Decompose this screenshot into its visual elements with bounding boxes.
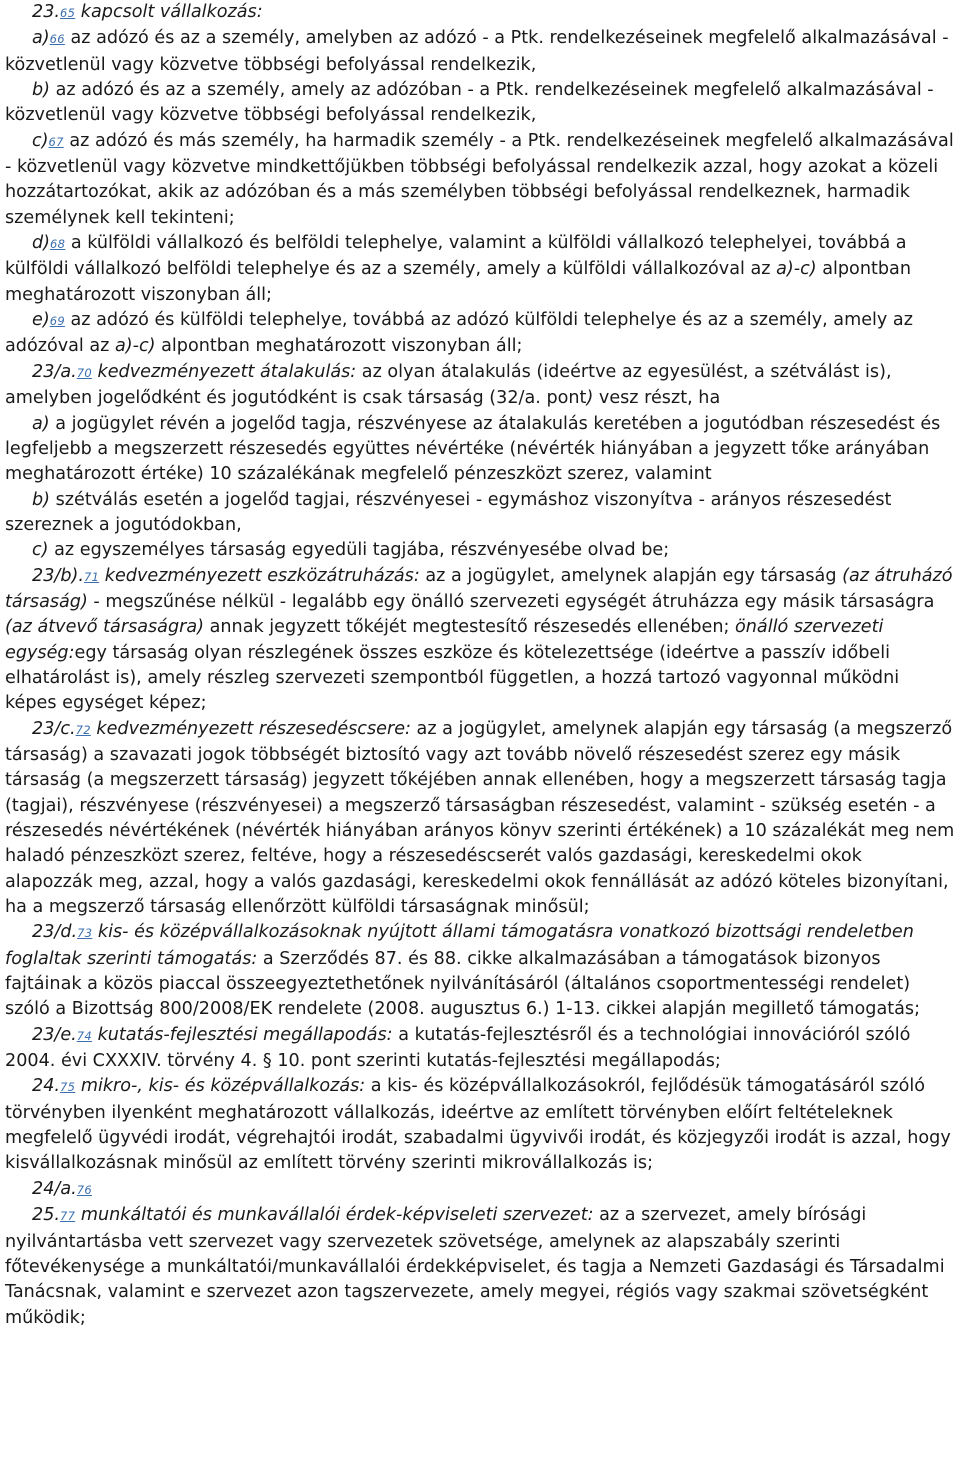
footnote-link[interactable]: 70 bbox=[76, 365, 92, 380]
para-23a-a: a) a jogügylet révén a jogelőd tagja, részvényese az átalakulás keretében a jogutódban részesedést és legfeljebb a megszerzett részesedés együttes névértéke (névérték hiányában a jegyzett tőke arányában meghatározott értéke) 10 százalékának megfelelő pénzeszközt szerez, valamint bbox=[5, 413, 941, 485]
para-25: 25.77 munkáltatói és munkavállalói érdek-képviseleti szervezet: az a szervezet, amely bírósági nyilvántartásba vett szervezet vagy szervezetek szövetsége, amelynek az alapszabály szerinti főtevékenysége a munkáltatói/munkavállalói érdekképviselet, és tagja a Nemzeti Gazdasági és Társadalmi Tanácsnak, valamint e szervezet azon tagszervezete, amely megyei, régiós vagy szakmai szövetségként működik; bbox=[5, 1205, 945, 1328]
footnote-link[interactable]: 69 bbox=[49, 314, 65, 329]
para-24: 24.75 mikro-, kis- és középvállalkozás: a kis- és középvállalkozásokról, fejlődésük támogatásáról szóló törvényben ilyenként meghatározott vállalkozás, ideértve az említett törvényben előírt feltételeknek megfelelő ügyvédi irodát, végrehajtói irodát, szabadalmi ügyvivői irodát, és közjegyzői irodát is azzal, hogy kisvállalkozásnak minősül az említett törvény szerinti mikrovállalkozás is; bbox=[5, 1076, 951, 1174]
para-23c: 23/c.72 kedvezményezett részesedéscsere: az a jogügylet, amelynek alapján egy társaság (a megszerző társaság) a szavazati jogok többségét biztosító vagy azt tovább növelő részesedést szerez egy másik társaság (a megszerzett társaság) jegyzett tőkéjében annak ellenében, hogy a megszerzett társaság tagja (tagjai), részvényese (részvényesei) a megszerző társaságban részesedést, valamint - szükség esetén - a részesedés névértékének (névérték hiányában arányos könyv szerinti értékének) a 10 százalékát meg nem haladó pénzeszközt szerez, feltéve, hogy a részesedéscserét valós gazdasági, kereskedelmi okok alapozzák meg, azzal, hogy a valós gazdasági, kereskedelmi okok fennállását az adózó köteles bizonyítani, ha a megszerző társaság ellenőrzött külföldi társaságnak minősül; bbox=[5, 718, 955, 918]
para-23b: 23/b).71 kedvezményezett eszközátruházás: az a jogügylet, amelynek alapján egy társaság (az átruházó társaság) - megszűnése nélkül - legalább egy önálló szervezeti egységét átruházza egy másik társaságra (az átvevő társaságra) annak jegyzett tőkéjét megtestesítő részesedés ellenében; önálló szervezeti egység:egy társaság olyan részlegének összes eszköze és kötelezettsége (ideértve a passzív időbeli elhatárolást is), amely részleg szervezeti szempontból független, a hozzá tartozó vagyonnal működni képes egységet képez; bbox=[5, 565, 953, 714]
footnote-link[interactable]: 74 bbox=[76, 1028, 92, 1043]
para-23: 23.65 kapcsolt vállalkozás: bbox=[32, 2, 263, 22]
para-23-a: a)66 az adózó és az a személy, amelyben az adózó - a Ptk. rendelkezéseinek megfelelő alkalmazásával - közvetlenül vagy közvetve többségi befolyással rendelkezik, bbox=[5, 28, 949, 75]
footnote-link[interactable]: 73 bbox=[77, 926, 93, 941]
para-24a: 24/a.76 bbox=[32, 1178, 92, 1199]
footnote-link[interactable]: 67 bbox=[48, 134, 64, 149]
footnote-link[interactable]: 66 bbox=[49, 32, 65, 47]
para-23a-b: b) szétválás esetén a jogelőd tagjai, részvényesei - egymáshoz viszonyítva - arányos részesedést szereznek a jogutódokban, bbox=[5, 489, 892, 535]
footnote-link[interactable]: 65 bbox=[59, 6, 76, 20]
footnote-link[interactable]: 75 bbox=[59, 1080, 76, 1095]
footnote-link[interactable]: 71 bbox=[83, 569, 100, 584]
para-23e: 23/e.74 kutatás-fejlesztési megállapodás: a kutatás-fejlesztésről és a technológiai innovációról szóló 2004. évi CXXXIV. törvény 4. § 10. pont szerinti kutatás-fejlesztési megállapodás; bbox=[5, 1024, 911, 1072]
para-23-b: b) az adózó és az a személy, amely az adózóban - a Ptk. rendelkezéseinek megfelelő alkalmazásával - közvetlenül vagy közvetve többségi befolyással rendelkezik, bbox=[5, 80, 934, 126]
para-23a-c: c) az egyszemélyes társaság egyedüli tagjába, részvényesébe olvad be; bbox=[32, 540, 670, 561]
para-23d: 23/d.73 kis- és középvállalkozásoknak nyújtott állami támogatásra vonatkozó bizottsági rendeletben foglaltak szerinti támogatás: a Szerződés 87. és 88. cikke alkalmazásában a támogatások bizonyos fajtáinak a közös piaccal összeegyeztethetőnek nyilvánításáról (általános csoportmentességi rendelet) szóló a Bizottság 800/2008/EK rendelete (2008. augusztus 6.) 1-13. cikkei alapján megillető támogatás; bbox=[5, 922, 921, 1020]
para-23a: 23/a.70 kedvezményezett átalakulás: az olyan átalakulás (ideértve az egyesülést, a szétválást is), amelyben jogelődként és jogutódként is csak társaság (32/a. pont) vesz részt, ha bbox=[5, 361, 892, 409]
footnote-link[interactable]: 72 bbox=[75, 722, 91, 737]
footnote-link[interactable]: 76 bbox=[76, 1182, 92, 1197]
para-23-e: e)69 az adózó és külföldi telephelye, továbbá az adózó külföldi telephelye és az a személy, amely az adózóval az a)-c) alpontban meghatározott viszonyban áll; bbox=[5, 310, 913, 357]
footnote-link[interactable]: 77 bbox=[59, 1209, 76, 1224]
footnote-link[interactable]: 68 bbox=[50, 237, 66, 252]
para-23-d: d)68 a külföldi vállalkozó és belföldi telephelye, valamint a külföldi vállalkozó telephelyei, továbbá a külföldi vállalkozó belföldi telephelye és az a személy, amely a külföldi vállalkozóval az a)-c) alpontban meghatározott viszonyban áll; bbox=[5, 233, 911, 305]
para-23-c: c)67 az adózó és más személy, ha harmadik személy - a Ptk. rendelkezéseinek megfelelő alkalmazásával - közvetlenül vagy közvetve mindkettőjükben többségi befolyással rendelkezik azzal, hogy azokat a közeli hozzátartozókat, akik az adózóban és a más személyben többségi befolyással rendelkeznek, harmadik személynek kell tekinteni; bbox=[5, 130, 954, 228]
